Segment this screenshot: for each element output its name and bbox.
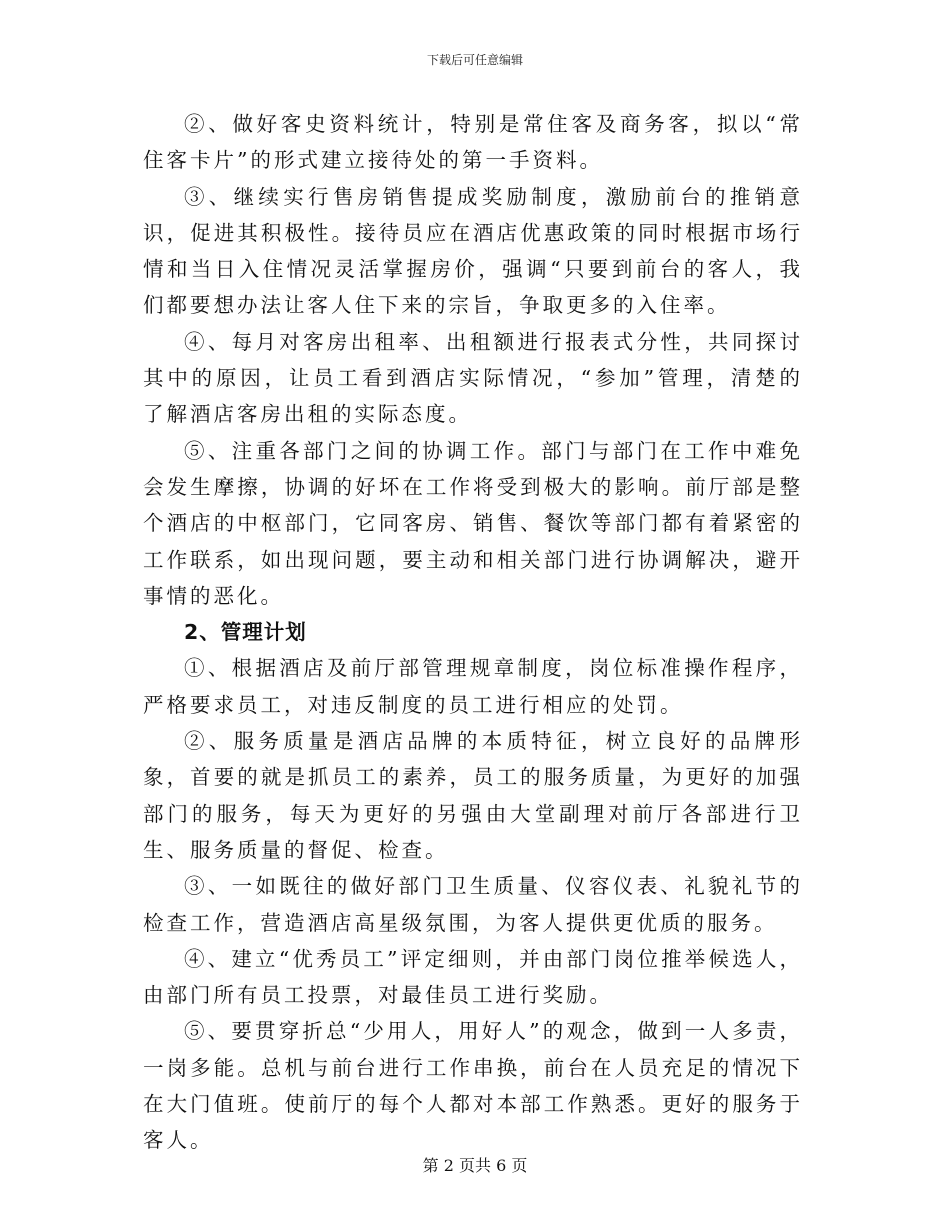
page-header-note: 下载后可任意编辑 (426, 53, 523, 67)
section-heading-management-plan: 2、管理计划 (184, 620, 307, 645)
paragraph-hygiene-inspection: ③、一如既往的做好部门卫生质量、仪容仪表、礼貌礼节的检查工作，营造酒店高星级氛围，为客人提供更优质的服务。 (143, 874, 803, 935)
paragraph-sales-commission: ③、继续实行售房销售提成奖励制度，激励前台的推销意识，促进其积极性。接待员应在酒店优惠政策的同时根据市场行情和当日入住情况灵活掌握房价，强调“只要到前台的客人，我们都要想办法让客人住下来的宗旨，争取更多的入住率。 (143, 184, 803, 318)
paragraph-service-quality: ②、服务质量是酒店品牌的本质特征，树立良好的品牌形象，首要的就是抓员工的素养，员工的服务质量，为更好的加强部门的服务，每天为更好的另强由大堂副理对前厅各部进行卫生、服务质量的督促、检查。 (143, 729, 803, 862)
paragraph-occupancy-analysis: ④、每月对客房出租率、出租额进行报表式分性，共同探讨其中的原因，让员工看到酒店实际情况，“参加”管理，清楚的了解酒店客房出租的实际态度。 (143, 329, 803, 427)
page-footer-note: 第 2 页共 6 页 (422, 1156, 528, 1175)
paragraph-department-coordination: ⑤、注重各部门之间的协调工作。部门与部门在工作中难免会发生摩擦，协调的好坏在工作将受到极大的影响。前厅部是整个酒店的中枢部门，它同客房、销售、餐饮等部门都有着紧密的工作联系，如出现问题，要主动和相关部门进行协调解决，避开事情的恶化。 (143, 438, 803, 608)
document-body (143, 106, 803, 1159)
paragraph-excellent-staff: ④、建立“优秀员工”评定细则，并由部门岗位推举候选人，由部门所有员工投票，对最佳员工进行奖励。 (143, 946, 803, 1008)
paragraph-customer-history: ②、做好客史资料统计，特别是常住客及商务客，拟以“常住客卡片”的形式建立接待处的第一手资料。 (143, 112, 803, 173)
paragraph-multi-skill: ⑤、要贯穿折总“少用人，用好人”的观念，做到一人多责，一岗多能。总机与前台进行工作串换，前台在人员充足的情况下在大门值班。使前厅的每个人都对本部工作熟悉。更好的服务于客人。 (143, 1019, 803, 1153)
paragraph-rules-enforcement: ①、根据酒店及前厅部管理规章制度，岗位标准操作程序，严格要求员工，对违反制度的员工进行相应的处罚。 (143, 656, 803, 717)
